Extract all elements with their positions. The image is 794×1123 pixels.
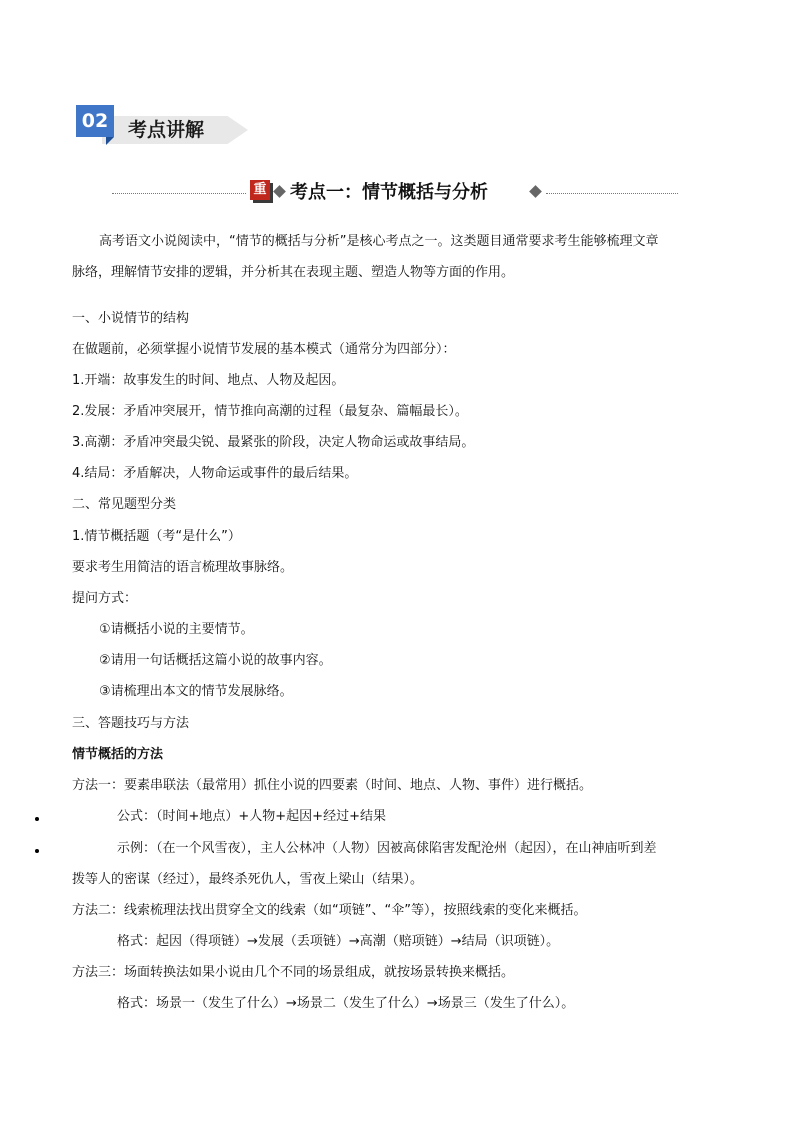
example: 示例：（在一个风雪夜），主人公林冲（人物）因被高俅陷害发配沧州（起因），在山神庙听到差 <box>117 841 657 856</box>
paragraph: 要求考生用简洁的语言梳理故事脉络。 <box>72 560 294 575</box>
subheading: 情节概括的方法 <box>72 747 164 762</box>
method-three-format: 格式：场景一（发生了什么）→场景二（发生了什么）→场景三（发生了什么）。 <box>117 996 575 1011</box>
list-item: 2.发展：矛盾冲突展开，情节推向高潮的过程（最复杂、篇幅最长）。 <box>72 404 468 419</box>
method-two: 方法二：线索梳理法找出贯穿全文的线索（如“项链”、“伞”等），按照线索的变化来概括。 <box>72 903 587 918</box>
paragraph: 在做题前，必须掌握小说情节发展的基本模式（通常分为四部分）： <box>72 342 456 357</box>
key-point-icon: 重 <box>250 180 270 200</box>
method-three: 方法三：场面转换法如果小说由几个不同的场景组成，就按场景转换来概括。 <box>72 965 515 980</box>
intro-line: 脉络，理解情节安排的逻辑，并分析其在表现主题、塑造人物等方面的作用。 <box>72 265 515 280</box>
intro-line: 高考语文小说阅读中，“情节的概括与分析”是核心考点之一。这类题目通常要求考生能够梳理文章 <box>99 234 659 249</box>
subheading: 1.情节概括题（考“是什么”） <box>72 529 241 544</box>
bullet-icon <box>35 849 39 853</box>
heading-structure: 一、小说情节的结构 <box>72 311 190 326</box>
question-item: ①请概括小说的主要情节。 <box>99 622 254 637</box>
label: 提问方式： <box>72 591 138 606</box>
topic-header <box>112 178 678 208</box>
list-item: 1.开端：故事发生的时间、地点、人物及起因。 <box>72 373 345 388</box>
formula: 公式：（时间+地点）+人物+起因+经过+结果 <box>117 809 386 824</box>
topic-title: 考点一：情节概括与分析 <box>290 182 488 203</box>
dotted-divider-right <box>546 193 678 194</box>
heading-question-types: 二、常见题型分类 <box>72 497 177 512</box>
example-continued: 拨等人的密谋（经过），最终杀死仇人，雪夜上梁山（结果）。 <box>72 872 424 887</box>
bullet-icon <box>35 817 39 821</box>
section-number: 02 <box>76 105 114 137</box>
dotted-divider-left <box>112 193 246 194</box>
section-badge <box>76 105 248 147</box>
diamond-icon <box>273 185 286 198</box>
list-item: 4.结局：矛盾解决，人物命运或事件的最后结果。 <box>72 466 358 481</box>
section-title: 考点讲解 <box>128 119 205 141</box>
question-item: ③请梳理出本文的情节发展脉络。 <box>99 684 293 699</box>
method-one: 方法一：要素串联法（最常用）抓住小说的四要素（时间、地点、人物、事件）进行概括。 <box>72 778 593 793</box>
method-two-format: 格式：起因（得项链）→发展（丢项链）→高潮（赔项链）→结局（识项链）。 <box>117 934 560 949</box>
list-item: 3.高潮：矛盾冲突最尖锐、最紧张的阶段，决定人物命运或故事结局。 <box>72 435 475 450</box>
section-badge-fold <box>106 137 114 145</box>
diamond-icon <box>529 185 542 198</box>
heading-techniques: 三、答题技巧与方法 <box>72 716 190 731</box>
question-item: ②请用一句话概括这篇小说的故事内容。 <box>99 653 332 668</box>
